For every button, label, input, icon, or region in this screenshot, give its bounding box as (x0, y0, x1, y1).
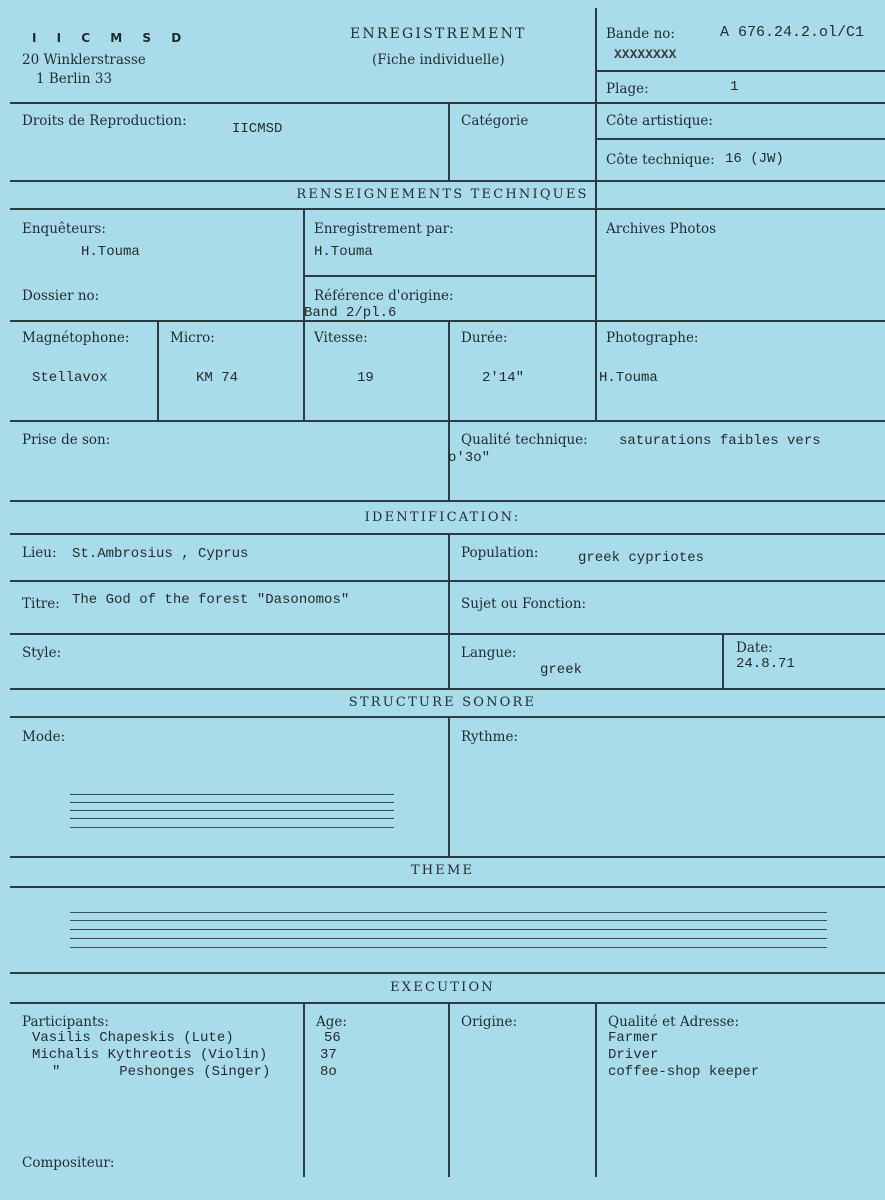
cote-technique-label: Côte technique: (606, 152, 715, 168)
magnetophone-value: Stellavox (32, 370, 108, 386)
rule (10, 886, 885, 888)
cote-technique-value: 16 (JW) (725, 151, 784, 167)
droits-value: IICMSD (232, 121, 283, 137)
participant-row: " Peshonges (Singer) (52, 1064, 271, 1080)
rule (10, 208, 885, 210)
section-structure: STRUCTURE SONORE (348, 695, 537, 710)
style-label: Style: (22, 645, 62, 661)
qualite-adresse-label: Qualité et Adresse: (608, 1014, 740, 1030)
participant-row: Michalis Kythreotis (Violin) (32, 1047, 268, 1063)
compositeur-label: Compositeur: (22, 1155, 115, 1171)
date-label: Date: (736, 640, 773, 656)
rule (448, 320, 450, 420)
qualite-technique-value-line1: saturations faibles vers (619, 433, 821, 449)
cote-artistique-label: Côte artistique: (606, 113, 713, 129)
qualite-adresse-value: coffee-shop keeper (608, 1064, 760, 1080)
participants-label: Participants: (22, 1014, 109, 1030)
participant-row: Vasilis Chapeskis (Lute) (32, 1030, 234, 1046)
titre-label: Titre: (22, 596, 60, 612)
micro-label: Micro: (170, 330, 215, 346)
section-technique: RENSEIGNEMENTS TECHNIQUES (296, 187, 589, 202)
rule (10, 180, 885, 182)
rule (10, 972, 885, 974)
reference-label: Référence d'origine: (314, 288, 454, 304)
age-value: 8o (320, 1064, 337, 1080)
reference-value: Band 2/pl.6 (304, 305, 397, 321)
rule (595, 70, 885, 72)
qualite-technique-value-line2: o'3o" (448, 450, 491, 466)
plage-label: Plage: (606, 81, 649, 97)
archives-photos-label: Archives Photos (606, 221, 716, 237)
rule (10, 856, 885, 858)
enqueteurs-label: Enquêteurs: (22, 221, 106, 237)
duree-value: 2'14" (482, 370, 525, 386)
titre-value: The God of the forest "Dasonomos" (72, 592, 350, 608)
age-value: 37 (320, 1047, 337, 1063)
qualite-technique-label: Qualité technique: (461, 432, 588, 448)
age-label: Age: (316, 1014, 347, 1030)
rule (448, 716, 450, 856)
duree-label: Durée: (461, 330, 508, 346)
magnetophone-label: Magnétophone: (22, 330, 130, 346)
bande-value: A 676.24.2.ol/C1 (720, 24, 865, 41)
origine-label: Origine: (461, 1014, 518, 1030)
rule (595, 1002, 597, 1177)
mode-label: Mode: (22, 729, 66, 745)
photographe-label: Photographe: (606, 330, 699, 346)
rule (303, 275, 595, 277)
section-execution: EXECUTION (390, 980, 495, 995)
qualite-adresse-value: Driver (608, 1047, 659, 1063)
rule (303, 1002, 305, 1177)
rule (10, 500, 885, 502)
rule (10, 688, 885, 690)
population-value: greek cypriotes (578, 550, 705, 566)
rule (595, 138, 885, 140)
population-label: Population: (461, 545, 539, 561)
rule (448, 102, 450, 180)
enregistrement-par-label: Enregistrement par: (314, 221, 454, 237)
rule (448, 533, 450, 688)
vitesse-value: 19 (357, 370, 374, 386)
prise-de-son-label: Prise de son: (22, 432, 111, 448)
org-name: I I C M S D (32, 31, 190, 45)
rythme-label: Rythme: (461, 729, 519, 745)
bande-label: Bande no: (606, 26, 675, 42)
categorie-label: Catégorie (461, 113, 529, 129)
enregistrement-par-value: H.Touma (314, 244, 373, 260)
rule (722, 633, 724, 688)
section-theme: THEME (410, 863, 475, 878)
form-title: ENREGISTREMENT (350, 26, 527, 42)
plage-value: 1 (730, 79, 739, 95)
langue-value: greek (540, 662, 583, 678)
lieu-label: Lieu: (22, 545, 57, 561)
sujet-label: Sujet ou Fonction: (461, 596, 587, 612)
rule (595, 320, 597, 420)
lieu-value: St.Ambrosius , Cyprus (72, 546, 249, 562)
org-street: 20 Winklerstrasse (22, 52, 146, 68)
micro-value: KM 74 (196, 370, 239, 386)
vitesse-label: Vitesse: (314, 330, 368, 346)
bande-struck-value: XXXXXXXX (614, 47, 677, 62)
rule (595, 8, 597, 320)
droits-label: Droits de Reproduction: (22, 113, 187, 129)
org-city: 1 Berlin 33 (36, 71, 113, 87)
enqueteurs-value: H.Touma (81, 244, 140, 260)
langue-label: Langue: (461, 645, 517, 661)
form-subtitle: (Fiche individuelle) (372, 52, 505, 68)
age-value: 56 (324, 1030, 341, 1046)
dossier-label: Dossier no: (22, 288, 100, 304)
rule (157, 320, 159, 420)
date-value: 24.8.71 (736, 656, 795, 672)
photographe-value: H.Touma (599, 370, 658, 386)
section-identification: IDENTIFICATION: (364, 510, 521, 525)
qualite-adresse-value: Farmer (608, 1030, 659, 1046)
rule (448, 1002, 450, 1177)
